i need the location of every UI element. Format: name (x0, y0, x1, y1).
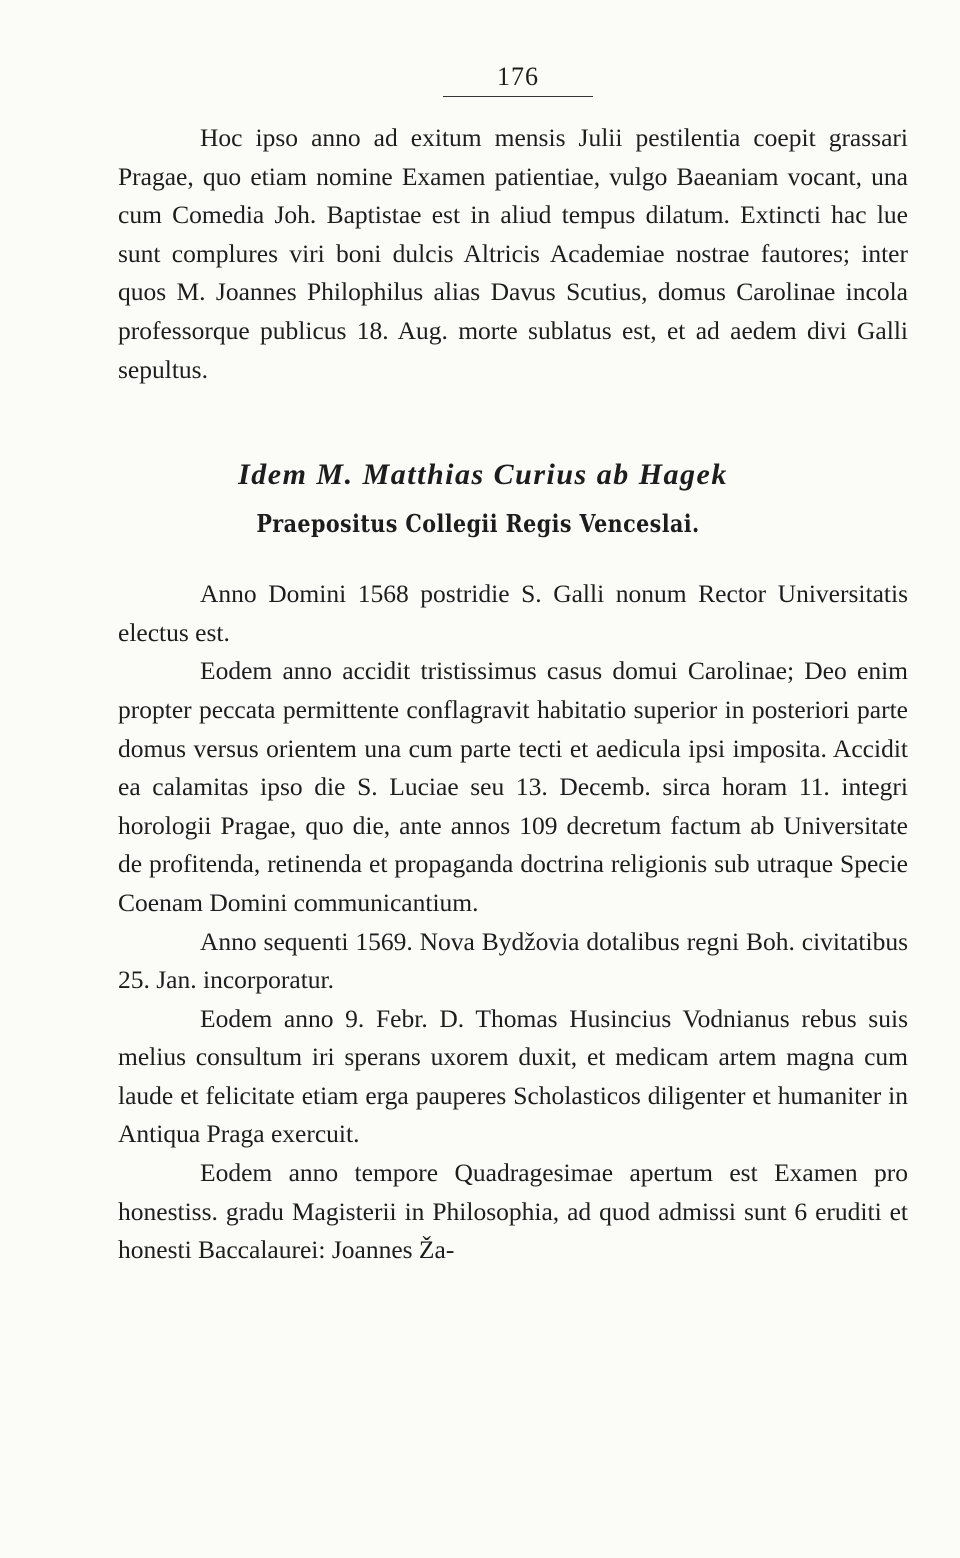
page-number-rule (443, 96, 593, 97)
paragraph-husincius: Eodem anno 9. Febr. D. Thomas Husincius Vodnianus rebus suis melius consultum iri sperans uxorem duxit, et medicam artem magna cum laude et felicitate etiam erga pauperes Scholasticos diligenter et humaniter in Antiqua Praga exercuit. (118, 1003, 908, 1149)
text-block-before (118, 119, 908, 389)
paragraph-rector-election: Anno Domini 1568 postridie S. Galli nonum Rector Universitatis electus est. (118, 579, 908, 647)
paragraph-examen: Eodem anno tempore Quadragesimae apertum est Examen pro honestiss. gradu Magisterii in Philosophia, ad quod admissi sunt 6 eruditi et honesti Baccalaurei: Joannes Ža- (118, 1158, 908, 1265)
paragraph-pestilence: Hoc ipso anno ad exitum mensis Julii pestilentia coepit grassari Pragae, quo etiam nomine Examen patientiae, vulgo Baeaniam vocant, una cum Comedia Joh. Baptistae est in aliud tempus dilatum. Extincti hac lue sunt complures viri boni dulcis Altricis Academiae nostrae fautores; inter quos M. Joannes Philophilus alias Davus Scutius, domus Carolinae incola professorque publicus 18. Aug. morte sublatus est, et ad aedem divi Galli sepultus. (118, 123, 908, 384)
book-page (118, 60, 908, 1270)
page-number: 176 (497, 62, 539, 91)
section-subtitle: Praepositus Collegii Regis Venceslai. (256, 509, 700, 539)
paragraph-fire: Eodem anno accidit tristissimus casus domui Carolinae; Deo enim propter peccata permittente conflagravit habitatio superior in posteriori parte domus versus orientem una cum parte tecti et aedicula ipsi imposita. Accidit ea calamitas ipso die S. Luciae seu 13. Decemb. sirca horam 11. integri horologii Pragae, quo die, ante annos 109 decretum factum ab Universitate de profitenda, retinenda et propaganda doctrina religionis sub utraque Specie Coenam Domini communicantium. (118, 656, 908, 917)
paragraph-bydzovia: Anno sequenti 1569. Nova Bydžovia dotalibus regni Boh. civitatibus 25. Jan. incorporatur. (118, 926, 908, 995)
section-title: Idem M. Matthias Curius ab Hagek (238, 458, 728, 492)
text-block-after (118, 575, 908, 1270)
